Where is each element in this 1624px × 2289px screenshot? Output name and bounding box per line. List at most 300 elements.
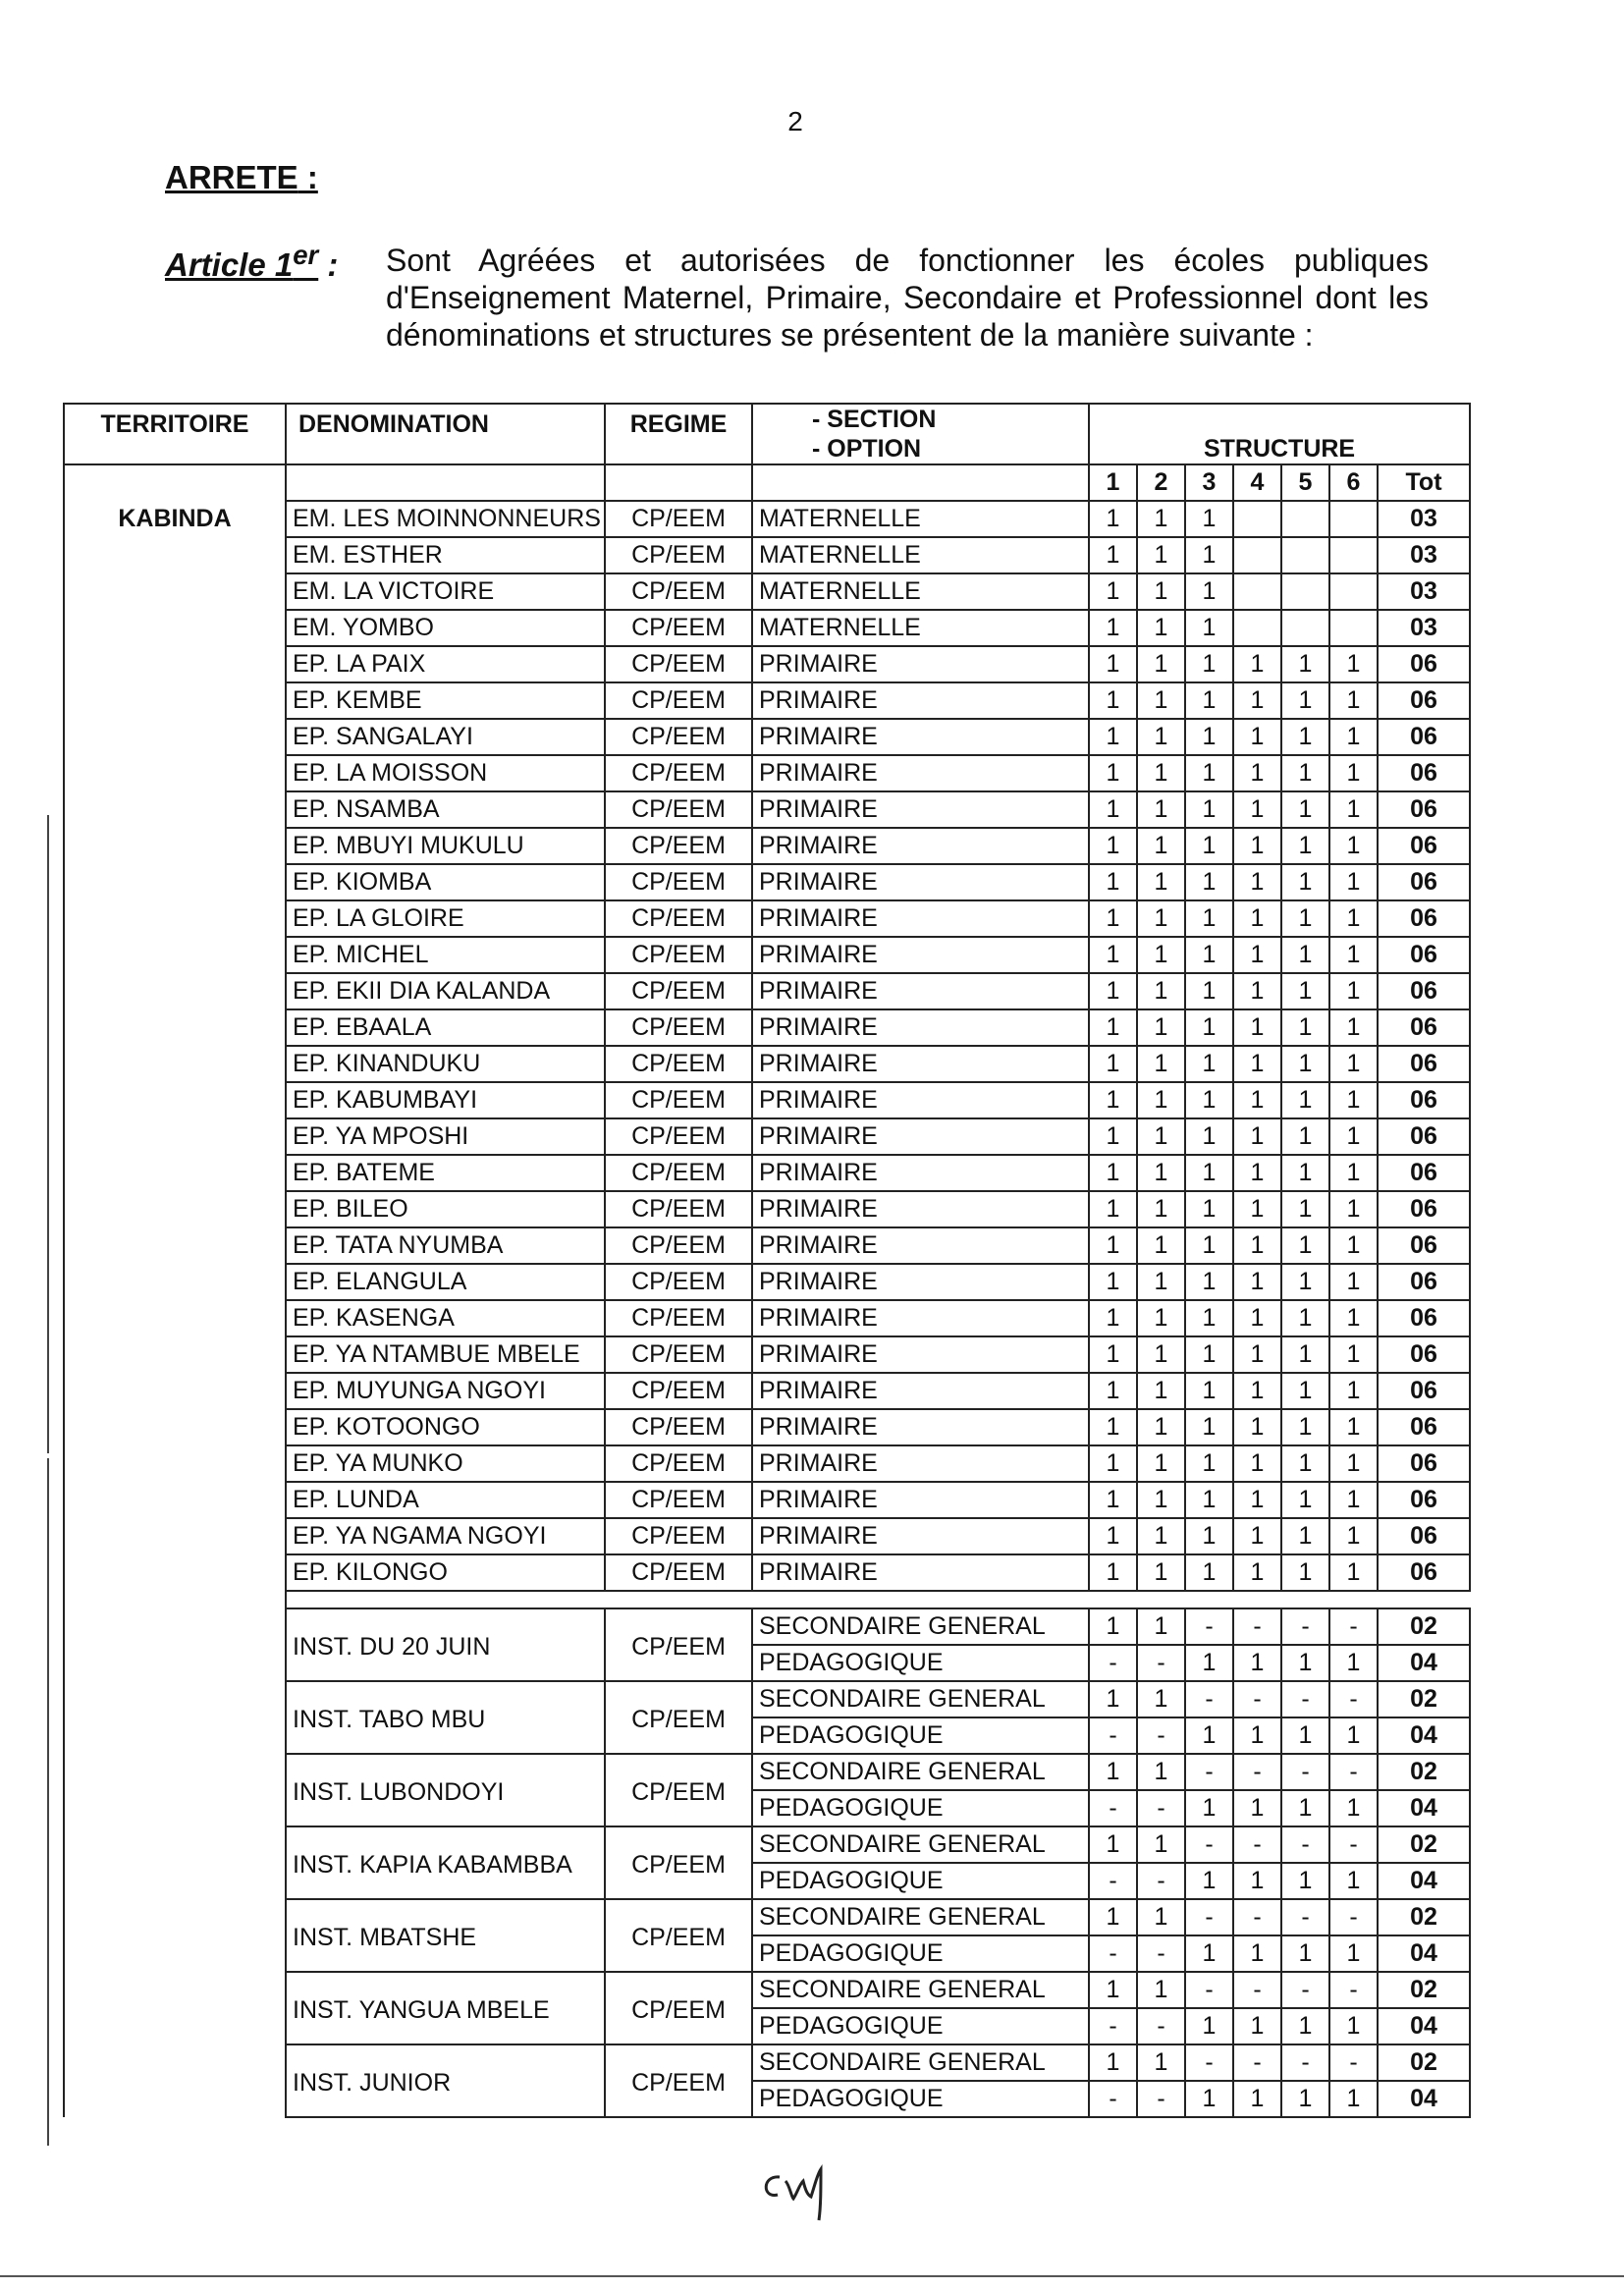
structure-total: 06 [1378, 900, 1470, 937]
school-section: PRIMAIRE [752, 900, 1089, 937]
institute-regime: CP/EEM [605, 2044, 752, 2117]
structure-value: - [1329, 1899, 1378, 1935]
structure-value: 1 [1137, 1009, 1185, 1046]
structure-value: 1 [1137, 501, 1185, 537]
structure-value: 1 [1233, 900, 1281, 937]
school-name: EP. YA NGAMA NGOYI [286, 1518, 605, 1554]
structure-value: 1 [1281, 1409, 1329, 1445]
territoire-cell [64, 682, 286, 719]
structure-value: 1 [1233, 1863, 1281, 1899]
table-row [64, 1191, 1470, 1227]
structure-value: - [1233, 2044, 1281, 2081]
structure-value: 1 [1137, 646, 1185, 682]
school-name: EP. SANGALAYI [286, 719, 605, 755]
structure-value: 1 [1233, 2081, 1281, 2117]
structure-value: 1 [1185, 1227, 1233, 1264]
structure-value: 1 [1281, 937, 1329, 973]
school-name: EP. ELANGULA [286, 1264, 605, 1300]
institute-name: INST. LUBONDOYI [286, 1754, 605, 1826]
structure-value [1233, 537, 1281, 573]
territoire-cell [64, 1717, 286, 1754]
table-row [64, 682, 1470, 719]
header-denomination: DENOMINATION [286, 404, 605, 464]
institute-section: SECONDAIRE GENERAL [752, 1826, 1089, 1863]
table-row [64, 2081, 1470, 2117]
territoire-name: KABINDA [64, 501, 286, 537]
structure-value: 1 [1281, 828, 1329, 864]
school-regime: CP/EEM [605, 501, 752, 537]
structure-total: 02 [1378, 1826, 1470, 1863]
table-row [64, 1645, 1470, 1681]
structure-value: 1 [1137, 1826, 1185, 1863]
structure-value: 1 [1329, 900, 1378, 937]
structure-total: 03 [1378, 610, 1470, 646]
school-name: EP. TATA NYUMBA [286, 1227, 605, 1264]
structure-value: - [1281, 1899, 1329, 1935]
article-text: Sont Agréées et autorisées de fonctionner les écoles publiques d'Enseignement Maternel, Primaire, Secondaire et Professionnel dont les dénominations et structures se présentent de la manière suivante : [386, 243, 1429, 353]
structure-value: 1 [1137, 900, 1185, 937]
structure-value: 1 [1185, 1264, 1233, 1300]
structure-value: 1 [1137, 1681, 1185, 1717]
structure-value: - [1089, 2008, 1137, 2044]
institute-section: SECONDAIRE GENERAL [752, 1681, 1089, 1717]
school-section: PRIMAIRE [752, 1118, 1089, 1155]
table-row [64, 1300, 1470, 1336]
territoire-cell [64, 1082, 286, 1118]
structure-value: 1 [1281, 1227, 1329, 1264]
header-structure: STRUCTURE [1089, 404, 1470, 464]
school-regime: CP/EEM [605, 973, 752, 1009]
structure-value: 1 [1329, 1518, 1378, 1554]
structure-value: 1 [1233, 1445, 1281, 1482]
structure-value: 1 [1089, 610, 1137, 646]
structure-total: 06 [1378, 682, 1470, 719]
table-row [64, 1482, 1470, 1518]
school-regime: CP/EEM [605, 537, 752, 573]
structure-value: 1 [1089, 1972, 1137, 2008]
structure-value: 1 [1089, 573, 1137, 610]
school-section: PRIMAIRE [752, 1009, 1089, 1046]
structure-value: 1 [1185, 501, 1233, 537]
structure-value: 1 [1233, 1300, 1281, 1336]
school-regime: CP/EEM [605, 1082, 752, 1118]
structure-value: 1 [1281, 1645, 1329, 1681]
structure-value: 1 [1281, 864, 1329, 900]
territoire-cell [64, 1518, 286, 1554]
school-name: EP. MUYUNGA NGOYI [286, 1373, 605, 1409]
school-name: EP. KIOMBA [286, 864, 605, 900]
structure-total: 03 [1378, 573, 1470, 610]
table-row [64, 501, 1470, 537]
structure-value: 1 [1281, 1790, 1329, 1826]
territoire-cell [64, 2081, 286, 2117]
territoire-cell [64, 864, 286, 900]
structure-value [1329, 537, 1378, 573]
territoire-cell [64, 1790, 286, 1826]
institute-name: INST. JUNIOR [286, 2044, 605, 2117]
territoire-cell [64, 1899, 286, 1935]
structure-value: 1 [1329, 864, 1378, 900]
school-section: MATERNELLE [752, 573, 1089, 610]
school-name: EP. KABUMBAYI [286, 1082, 605, 1118]
school-name: EM. LA VICTOIRE [286, 573, 605, 610]
school-section: PRIMAIRE [752, 973, 1089, 1009]
structure-value: 1 [1281, 900, 1329, 937]
territoire-cell [64, 537, 286, 573]
article-label-sup: er [293, 240, 319, 270]
school-name: EP. KOTOONGO [286, 1409, 605, 1445]
school-name: EP. EBAALA [286, 1009, 605, 1046]
structure-value: 1 [1089, 1409, 1137, 1445]
structure-value: 1 [1233, 1554, 1281, 1591]
table-row [64, 1009, 1470, 1046]
structure-value: 1 [1089, 864, 1137, 900]
structure-value: 1 [1185, 1155, 1233, 1191]
structure-value [1281, 537, 1329, 573]
territoire-cell [64, 937, 286, 973]
territoire-cell [64, 791, 286, 828]
school-section: MATERNELLE [752, 537, 1089, 573]
table-row [64, 1826, 1470, 1863]
structure-value: - [1281, 1826, 1329, 1863]
structure-value: - [1089, 1717, 1137, 1754]
header-section: - SECTION [812, 406, 937, 433]
school-regime: CP/EEM [605, 791, 752, 828]
table-row [64, 646, 1470, 682]
structure-value: - [1329, 1972, 1378, 2008]
school-section: PRIMAIRE [752, 1409, 1089, 1445]
structure-value: 1 [1185, 1373, 1233, 1409]
structure-col-6: 6 [1329, 464, 1378, 501]
structure-value: 1 [1329, 1409, 1378, 1445]
structure-value: 1 [1137, 1227, 1185, 1264]
territoire-cell [64, 1935, 286, 1972]
structure-value: 1 [1329, 646, 1378, 682]
territoire-cell [64, 1591, 286, 1608]
structure-value: 1 [1329, 1009, 1378, 1046]
school-regime: CP/EEM [605, 1482, 752, 1518]
structure-total: 02 [1378, 1608, 1470, 1645]
territoire-cell [64, 1445, 286, 1482]
structure-total: 04 [1378, 1863, 1470, 1899]
territoire-cell [64, 1300, 286, 1336]
structure-value: 1 [1185, 1518, 1233, 1554]
territoire-cell [64, 1264, 286, 1300]
structure-value: 1 [1089, 1009, 1137, 1046]
structure-value: 1 [1137, 1608, 1185, 1645]
school-section: PRIMAIRE [752, 1336, 1089, 1373]
structure-value: 1 [1185, 828, 1233, 864]
structure-value: 1 [1089, 1899, 1137, 1935]
structure-value: - [1137, 1717, 1185, 1754]
structure-value: 1 [1137, 573, 1185, 610]
structure-value: 1 [1089, 1336, 1137, 1373]
institute-section: SECONDAIRE GENERAL [752, 1754, 1089, 1790]
institute-section: PEDAGOGIQUE [752, 1935, 1089, 1972]
structure-value: 1 [1137, 610, 1185, 646]
structure-total: 04 [1378, 1790, 1470, 1826]
institute-name: INST. MBATSHE [286, 1899, 605, 1972]
institute-section: PEDAGOGIQUE [752, 1790, 1089, 1826]
structure-value [1233, 501, 1281, 537]
structure-value: 1 [1329, 973, 1378, 1009]
table-row [64, 1155, 1470, 1191]
structure-total: 06 [1378, 1518, 1470, 1554]
structure-value: 1 [1281, 682, 1329, 719]
school-section: PRIMAIRE [752, 1264, 1089, 1300]
structure-value: 1 [1137, 1409, 1185, 1445]
structure-value: - [1137, 1863, 1185, 1899]
structure-value: 1 [1137, 1336, 1185, 1373]
table-row [64, 1264, 1470, 1300]
structure-value: - [1281, 1972, 1329, 2008]
structure-value: 1 [1137, 682, 1185, 719]
school-regime: CP/EEM [605, 682, 752, 719]
structure-value: 1 [1089, 537, 1137, 573]
gap-cell [286, 1591, 1470, 1608]
territoire-cell [64, 1863, 286, 1899]
structure-value: 1 [1281, 1863, 1329, 1899]
school-section: PRIMAIRE [752, 1373, 1089, 1409]
header-section-option [752, 404, 1089, 464]
school-section: PRIMAIRE [752, 1082, 1089, 1118]
institute-regime: CP/EEM [605, 1899, 752, 1972]
structure-value: 1 [1329, 1300, 1378, 1336]
structure-value: - [1233, 1608, 1281, 1645]
school-section: PRIMAIRE [752, 1046, 1089, 1082]
table-row [64, 610, 1470, 646]
structure-value: 1 [1329, 1445, 1378, 1482]
structure-value: - [1281, 1754, 1329, 1790]
structure-value: 1 [1329, 1082, 1378, 1118]
schools-table [63, 403, 1471, 2118]
margin-mark-1 [47, 815, 49, 1453]
territoire-cell [64, 755, 286, 791]
structure-value: 1 [1185, 682, 1233, 719]
structure-value: - [1185, 1972, 1233, 2008]
header-territoire: TERRITOIRE [64, 404, 286, 464]
structure-value: 1 [1233, 791, 1281, 828]
structure-value: 1 [1137, 2044, 1185, 2081]
structure-value: 1 [1233, 1264, 1281, 1300]
territoire-cell [64, 646, 286, 682]
structure-columns-row [64, 464, 1470, 501]
structure-value: 1 [1185, 1082, 1233, 1118]
territoire-cell [64, 1826, 286, 1863]
structure-total: 06 [1378, 646, 1470, 682]
structure-total: 06 [1378, 1482, 1470, 1518]
structure-total: 03 [1378, 537, 1470, 573]
structure-value: 1 [1233, 719, 1281, 755]
structure-value: 1 [1233, 864, 1281, 900]
school-regime: CP/EEM [605, 1227, 752, 1264]
structure-value: 1 [1089, 1445, 1137, 1482]
school-section: MATERNELLE [752, 610, 1089, 646]
structure-value [1281, 610, 1329, 646]
structure-value: 1 [1089, 646, 1137, 682]
structure-value: 1 [1185, 1790, 1233, 1826]
territoire-cell [64, 2008, 286, 2044]
structure-value: 1 [1233, 1118, 1281, 1155]
structure-value: 1 [1329, 1717, 1378, 1754]
structure-value [1329, 573, 1378, 610]
territoire-cell [64, 1972, 286, 2008]
institute-section: PEDAGOGIQUE [752, 2081, 1089, 2117]
schools-table-body [64, 404, 1470, 2117]
structure-value: 1 [1233, 1191, 1281, 1227]
structure-value: 1 [1233, 2008, 1281, 2044]
school-regime: CP/EEM [605, 1264, 752, 1300]
structure-value: 1 [1185, 573, 1233, 610]
territoire-cell [64, 719, 286, 755]
structure-value: 1 [1329, 755, 1378, 791]
territoire-cell [64, 973, 286, 1009]
structure-value: 1 [1089, 900, 1137, 937]
school-name: EP. KINANDUKU [286, 1046, 605, 1082]
structure-value: 1 [1185, 1409, 1233, 1445]
structure-value: 1 [1281, 973, 1329, 1009]
school-section: PRIMAIRE [752, 828, 1089, 864]
school-regime: CP/EEM [605, 828, 752, 864]
heading-arrete-colon: : [298, 159, 318, 195]
structure-value: 1 [1281, 1336, 1329, 1373]
institute-section: PEDAGOGIQUE [752, 2008, 1089, 2044]
table-row [64, 1717, 1470, 1754]
table-row [64, 864, 1470, 900]
table-row [64, 1863, 1470, 1899]
structure-value: 1 [1185, 937, 1233, 973]
territoire-cell-top [64, 464, 286, 501]
territoire-cell [64, 1009, 286, 1046]
structure-total: 02 [1378, 1681, 1470, 1717]
structure-value: 1 [1329, 1554, 1378, 1591]
territoire-cell [64, 900, 286, 937]
header-option: - OPTION [812, 435, 922, 463]
structure-value: 1 [1089, 1155, 1137, 1191]
structure-total: 06 [1378, 1082, 1470, 1118]
table-row [64, 1608, 1470, 1645]
table-row [64, 1554, 1470, 1591]
table-row [64, 719, 1470, 755]
structure-value: 1 [1329, 1863, 1378, 1899]
structure-value: 1 [1329, 1373, 1378, 1409]
structure-value: 1 [1185, 1554, 1233, 1591]
institute-name: INST. TABO MBU [286, 1681, 605, 1754]
table-row [64, 1972, 1470, 2008]
structure-value: 1 [1233, 1009, 1281, 1046]
structure-value: 1 [1185, 755, 1233, 791]
structure-value: 1 [1233, 1227, 1281, 1264]
territoire-cell [64, 1608, 286, 1645]
structure-col-5: 5 [1281, 464, 1329, 501]
structure-value: 1 [1233, 1082, 1281, 1118]
structure-value: 1 [1233, 973, 1281, 1009]
structure-value: 1 [1089, 755, 1137, 791]
structure-col-2: 2 [1137, 464, 1185, 501]
structure-value: 1 [1137, 1518, 1185, 1554]
school-section: PRIMAIRE [752, 1445, 1089, 1482]
structure-value: 1 [1281, 2081, 1329, 2117]
table-row [64, 1518, 1470, 1554]
institute-name: INST. YANGUA MBELE [286, 1972, 605, 2044]
structure-total: 02 [1378, 1754, 1470, 1790]
school-regime: CP/EEM [605, 1373, 752, 1409]
structure-value: 1 [1233, 1717, 1281, 1754]
structure-value: 1 [1185, 719, 1233, 755]
school-regime: CP/EEM [605, 755, 752, 791]
structure-value: - [1185, 1826, 1233, 1863]
structure-value: - [1233, 1826, 1281, 1863]
institute-regime: CP/EEM [605, 1754, 752, 1826]
territoire-cell [64, 1191, 286, 1227]
structure-value [1281, 501, 1329, 537]
school-name: EP. EKII DIA KALANDA [286, 973, 605, 1009]
structure-value: - [1137, 1790, 1185, 1826]
structure-value: 1 [1089, 501, 1137, 537]
structure-value: 1 [1137, 1155, 1185, 1191]
structure-value: 1 [1089, 682, 1137, 719]
structure-value: 1 [1281, 1445, 1329, 1482]
school-regime: CP/EEM [605, 900, 752, 937]
structure-value: 1 [1137, 1191, 1185, 1227]
school-name: EM. ESTHER [286, 537, 605, 573]
structure-value: 1 [1089, 1300, 1137, 1336]
structure-value: 1 [1089, 1082, 1137, 1118]
structure-value: 1 [1281, 1717, 1329, 1754]
structure-value: 1 [1281, 1935, 1329, 1972]
heading-arrete-text: ARRETE [165, 159, 298, 195]
structure-value: 1 [1233, 1336, 1281, 1373]
structure-value: 1 [1233, 1155, 1281, 1191]
structure-value: 1 [1089, 719, 1137, 755]
structure-value: 1 [1185, 610, 1233, 646]
school-section: PRIMAIRE [752, 1191, 1089, 1227]
structure-value: 1 [1089, 791, 1137, 828]
structure-value: 1 [1137, 1482, 1185, 1518]
school-name: EP. BILEO [286, 1191, 605, 1227]
structure-value: 1 [1329, 1645, 1378, 1681]
school-name: EP. BATEME [286, 1155, 605, 1191]
institute-section: SECONDAIRE GENERAL [752, 1608, 1089, 1645]
structure-value [1233, 610, 1281, 646]
table-row [64, 1373, 1470, 1409]
structure-value [1281, 573, 1329, 610]
school-regime: CP/EEM [605, 1009, 752, 1046]
institute-section: PEDAGOGIQUE [752, 1645, 1089, 1681]
structure-value: 1 [1185, 1191, 1233, 1227]
structure-value: 1 [1329, 1790, 1378, 1826]
structure-value: 1 [1329, 1264, 1378, 1300]
school-regime: CP/EEM [605, 610, 752, 646]
territoire-cell [64, 1754, 286, 1790]
table-row [64, 2008, 1470, 2044]
school-regime: CP/EEM [605, 864, 752, 900]
table-row [64, 937, 1470, 973]
table-row [64, 2044, 1470, 2081]
territoire-cell [64, 1155, 286, 1191]
school-regime: CP/EEM [605, 1518, 752, 1554]
structure-value: 1 [1185, 1482, 1233, 1518]
institute-regime: CP/EEM [605, 1681, 752, 1754]
structure-value: 1 [1185, 1645, 1233, 1681]
structure-value: 1 [1281, 2008, 1329, 2044]
structure-value: 1 [1185, 2008, 1233, 2044]
structure-value: 1 [1281, 1482, 1329, 1518]
school-name: EP. KILONGO [286, 1554, 605, 1591]
structure-value: - [1329, 1608, 1378, 1645]
structure-value: 1 [1233, 1935, 1281, 1972]
structure-total: 06 [1378, 719, 1470, 755]
